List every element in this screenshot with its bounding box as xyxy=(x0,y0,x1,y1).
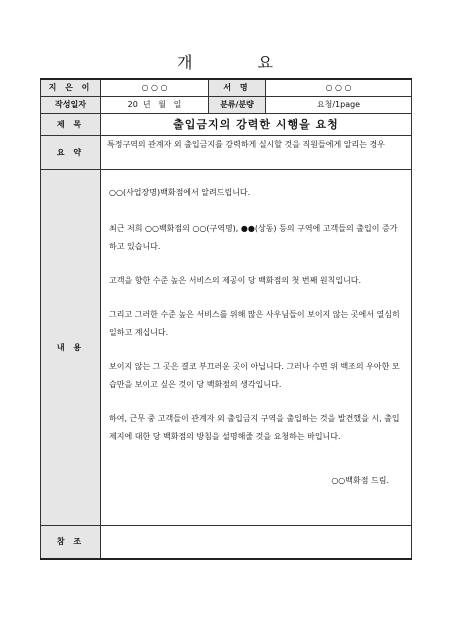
subject-row xyxy=(41,113,412,135)
overview-form-table xyxy=(40,78,412,560)
category-label: 분류/분량 xyxy=(209,96,266,113)
date-label: 작성일자 xyxy=(41,96,101,113)
reference-label: 참 조 xyxy=(41,525,101,559)
summary-value: 특정구역의 관계자 외 출입금지를 강력하게 실시할 것을 직원들에게 알리는 경우 xyxy=(101,135,412,169)
date-value: 20 년 월 일 xyxy=(101,96,209,113)
category-value: 요청/1page xyxy=(266,96,412,113)
content-paragraph: 보이지 않는 그 곳은 결코 부끄러운 곳이 아닙니다. 그러나 수면 위 백조의 우아한 모습만을 보이고 싶은 것이 당 백화점의 생각입니다. xyxy=(109,361,400,389)
signature-value: ○ ○ ○ xyxy=(266,79,412,96)
content-paragraph: 최근 저희 ○○백화점의 ○○(구역명), ●●(상동) 등의 구역에 고객들의 출입이 증가하고 있습니다. xyxy=(109,223,398,251)
summary-row xyxy=(41,135,412,169)
author-value: ○ ○ ○ xyxy=(101,79,209,96)
reference-row xyxy=(41,525,412,559)
content-paragraph: ○○(사업장명)백화점에서 알려드립니다. xyxy=(109,187,251,197)
signature-label: 서 명 xyxy=(209,79,266,96)
document-title: 개 요 xyxy=(177,53,303,72)
author-row xyxy=(41,79,412,96)
content-paragraph: 그리고 그러한 수준 높은 서비스를 위해 많은 사우님들이 보이지 않는 곳에서 열심히 일하고 계십니다. xyxy=(109,309,400,337)
content-body xyxy=(101,169,412,525)
signature-line: ○○백화점 드림. xyxy=(331,475,389,485)
subject-value: 출입금지의 강력한 시행을 요청 xyxy=(101,113,412,135)
content-row xyxy=(41,169,412,525)
author-label: 지 은 이 xyxy=(41,79,101,96)
content-label: 내 용 xyxy=(41,169,101,525)
date-row xyxy=(41,96,412,113)
reference-value xyxy=(101,525,412,559)
content-paragraph: 하여, 근무 중 고객들이 관계자 외 출입금지 구역을 출입하는 것을 발견했을 시, 출입제지에 대한 당 백화점의 방침을 설명해줄 것을 요청하는 바입니다. xyxy=(109,413,400,441)
content-paragraph: 고객을 향한 수준 높은 서비스의 제공이 당 백화점의 첫 번째 원칙입니다. xyxy=(109,275,362,285)
summary-label: 요 약 xyxy=(41,135,101,169)
subject-label: 제 목 xyxy=(41,113,101,135)
